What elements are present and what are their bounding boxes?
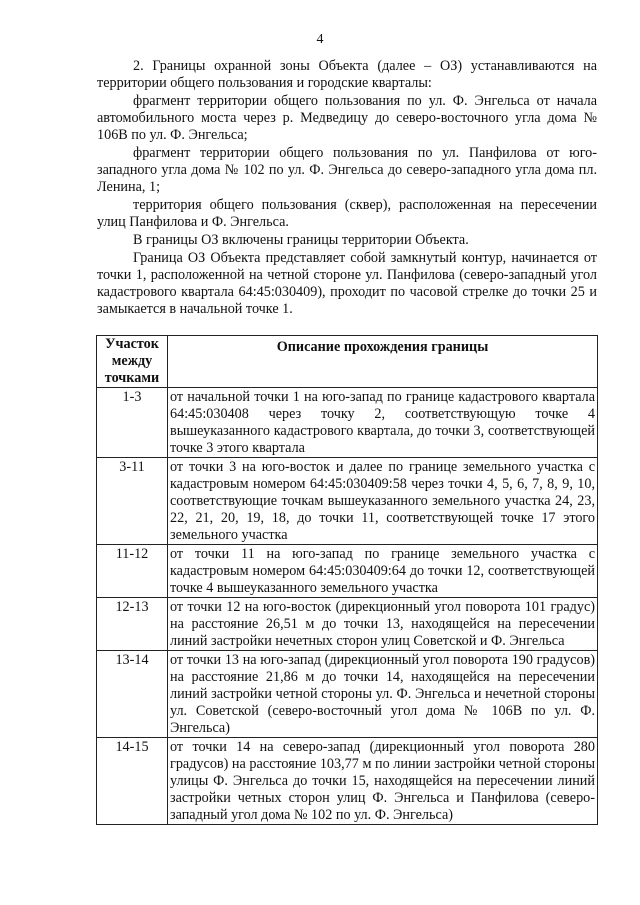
page-number: 4	[316, 32, 324, 47]
description-cell: от начальной точки 1 на юго-запад по границе кадастрового квартала 64:45:030408 через точку 2, соответствующую точке 4 вышеуказанного кадастрового квартала, до точки 3, соответствующей точке 3 этого квартала	[168, 388, 598, 458]
segment-cell: 11-12	[97, 545, 168, 598]
segment-cell: 3-11	[97, 458, 168, 545]
segment-cell: 1-3	[97, 388, 168, 458]
boundary-table	[96, 335, 598, 825]
paragraph: фрагмент территории общего пользования по ул. Панфилова от юго-западного угла дома № 102 по ул. Ф. Энгельса до северо-западного угла дома пл. Ленина, 1;	[97, 145, 597, 195]
body-text	[97, 58, 597, 319]
description-cell: от точки 14 на северо-запад (дирекционный угол поворота 280 градусов) на расстояние 103,77 м по линии застройки четной стороны улицы Ф. Энгельса до точки 15, находящейся на пересечении линий застройки четных сторон улиц Ф. Энгельса и Панфилова (северо-западный угол дома № 102 по ул. Ф. Энгельса)	[168, 738, 598, 825]
description-cell: от точки 12 на юго-восток (дирекционный угол поворота 101 градус) на расстояние 26,51 м до точки 13, находящейся на пересечении линий застройки нечетных сторон улиц Советской и Ф. Энгельса	[168, 598, 598, 651]
paragraph: В границы ОЗ включены границы территории Объекта.	[133, 232, 469, 248]
table-row	[97, 651, 598, 738]
table-row	[97, 738, 598, 825]
segment-cell: 12-13	[97, 598, 168, 651]
table-row	[97, 545, 598, 598]
table-row	[97, 598, 598, 651]
description-cell: от точки 11 на юго-запад по границе земельного участка с кадастровым номером 64:45:030409:64 до точки 12, соответствующей точке 4 вышеуказанного земельного участка	[168, 545, 598, 598]
paragraph: Граница ОЗ Объекта представляет собой замкнутый контур, начинается от точки 1, расположенной на четной стороне ул. Панфилова (северо-западный угол кадастрового квартала 64:45:030409), проходит по часовой стрелке до точки 25 и замыкается в начальной точке 1.	[97, 250, 597, 317]
segment-cell: 14-15	[97, 738, 168, 825]
header-description: Описание прохождения границы	[168, 336, 598, 388]
description-cell: от точки 3 на юго-восток и далее по границе земельного участка с кадастровым номером 64:45:030409:58 через точки 4, 5, 6, 7, 8, 9, 10, соответствующие точкам вышеуказанного земельного участка 24, 23, 22, 21, 20, 19, 18, до точки 11, соответствующей точке 17 этого земельного участка	[168, 458, 598, 545]
paragraph: 2. Границы охранной зоны Объекта (далее – ОЗ) устанавливаются на территории общего пользования и городские кварталы:	[97, 58, 597, 91]
description-cell: от точки 13 на юго-запад (дирекционный угол поворота 190 градусов) на расстояние 21,86 м до точки 14, находящейся на пересечении линий застройки четной стороны ул. Ф. Энгельса и нечетной стороны ул. Советской (северо-восточный угол дома № 106В по ул. Ф. Энгельса)	[168, 651, 598, 738]
table-row	[97, 388, 598, 458]
paragraph: территория общего пользования (сквер), расположенная на пересечении улиц Панфилова и Ф. Энгельса.	[97, 197, 597, 230]
table-header-row	[97, 336, 598, 388]
header-segment: Участок между точками	[97, 336, 168, 388]
paragraph: фрагмент территории общего пользования по ул. Ф. Энгельса от начала автомобильного моста через р. Медведицу до северо-восточного угла дома № 106В по ул. Ф. Энгельса;	[97, 93, 597, 143]
table-row	[97, 458, 598, 545]
segment-cell: 13-14	[97, 651, 168, 738]
